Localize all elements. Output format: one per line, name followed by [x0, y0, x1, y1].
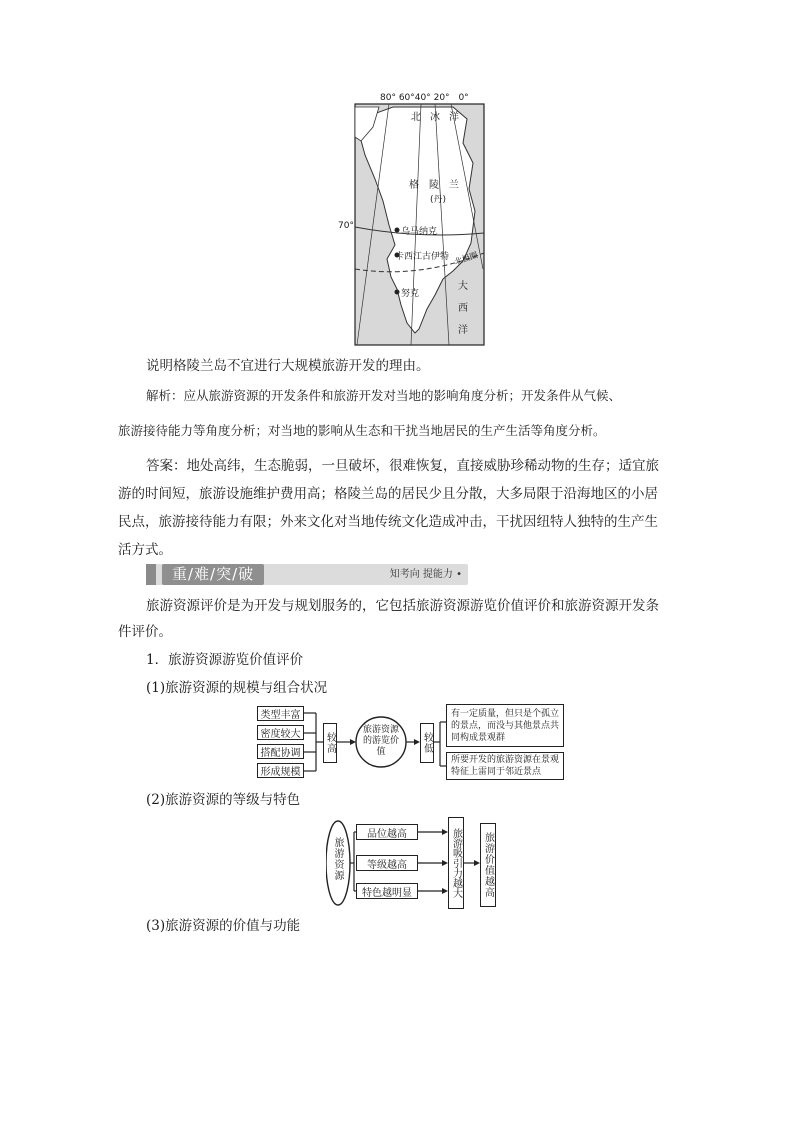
right-bottom-box: 所要开发的旅游资源在景观特征上雷同于邻近景点 — [446, 752, 564, 780]
left-item-4: 形成规模 — [257, 763, 304, 778]
bullet-dot-icon: • — [452, 569, 462, 580]
lat-label-70: 70° — [338, 221, 354, 231]
label-arctic-ocean-3: 洋 — [449, 112, 468, 123]
label-greenland-1: 格 — [409, 180, 429, 191]
lon-label-20: 20° — [433, 93, 450, 103]
label-atlantic-1: 大 — [458, 281, 468, 292]
section-banner-subtitle-text: 知考向 提能力 — [389, 569, 453, 580]
subheading-1: (1)旅游资源的规模与组合状况 — [146, 680, 328, 696]
left-item-1: 类型丰富 — [257, 706, 304, 721]
source-label: 旅游资源 — [332, 837, 343, 881]
label-greenland-2: 陵 — [429, 180, 449, 191]
attract-box: 旅游吸引力越大 — [448, 817, 464, 909]
lon-label-0: 0° — [458, 93, 469, 103]
section-banner-title: 重/难/突/破 — [162, 564, 264, 585]
city-label-1: 乌马纳克 — [401, 227, 438, 237]
label-denmark: (丹) — [430, 195, 447, 205]
high-box: 较高 — [323, 723, 337, 763]
label-arctic-ocean-1: 北 — [411, 112, 430, 123]
label-atlantic-3: 洋 — [458, 325, 468, 336]
grade-item-3: 特色越明显 — [356, 883, 418, 899]
greenland-map — [335, 93, 485, 346]
center-value-label: 旅游资源的游览价值 — [362, 725, 399, 757]
intro-line-2: 件评价。 — [118, 624, 172, 640]
answer-line-2: 游的时间短，旅游设施维护费用高；格陵兰岛的居民少且分散，大多局限于沿海地区的小居 — [118, 486, 658, 502]
intro-line-1: 旅游资源评价是为开发与规划服务的，它包括旅游资源游览价值评价和旅游资源开发条 — [146, 598, 659, 614]
answer-line-4: 活方式。 — [118, 542, 172, 558]
analysis-line-2: 旅游接待能力等角度分析；对当地的影响从生态和干扰当地居民的生产生活等角度分析。 — [118, 423, 606, 438]
label-greenland-3: 兰 — [449, 180, 469, 191]
right-top-box: 有一定质量，但只是个孤立的景点，而没与其他景点共同构成景观群 — [446, 704, 564, 747]
question-text: 说明格陵兰岛不宜进行大规模旅游开发的理由。 — [146, 358, 430, 374]
city-label-3: 努克 — [401, 289, 420, 299]
label-atlantic-2: 西 — [458, 303, 468, 314]
lon-label-80: 80° — [380, 93, 396, 103]
grade-item-2: 等级越高 — [356, 855, 418, 871]
left-item-3: 搭配协调 — [257, 744, 304, 759]
answer-line-1: 答案：地处高纬，生态脆弱，一旦破坏，很难恢复，直接威胁珍稀动物的生存；适宜旅 — [146, 458, 659, 474]
value-box: 旅游价值越高 — [480, 823, 496, 907]
section-banner — [146, 564, 468, 585]
label-arctic-ocean-2: 冰 — [430, 112, 449, 123]
subheading-3: (3)旅游资源的价值与功能 — [146, 918, 301, 934]
answer-line-3: 民点，旅游接待能力有限；外来文化对当地传统文化造成冲击，干扰因纽特人独特的生产生 — [118, 514, 658, 530]
analysis-line-1: 解析：应从旅游资源的开发条件和旅游开发对当地的影响角度分析；开发条件从气候、 — [146, 388, 622, 403]
lon-label-40: 40° — [414, 93, 431, 103]
city-label-2: 卡西江古伊特 — [395, 252, 450, 262]
diagram-scale-combination — [254, 703, 566, 781]
subheading-2: (2)旅游资源的等级与特色 — [146, 792, 301, 808]
low-box: 较低 — [420, 723, 434, 763]
section-banner-subtitle — [390, 564, 462, 585]
diagram-grade-feature — [326, 817, 498, 909]
label-arctic-circle: 北极圈 — [453, 250, 479, 267]
heading-1: 1．旅游资源游览价值评价 — [146, 652, 304, 668]
grade-item-1: 品位越高 — [356, 824, 418, 840]
left-item-2: 密度较大 — [257, 725, 304, 740]
lon-label-60: 60° — [398, 93, 415, 103]
